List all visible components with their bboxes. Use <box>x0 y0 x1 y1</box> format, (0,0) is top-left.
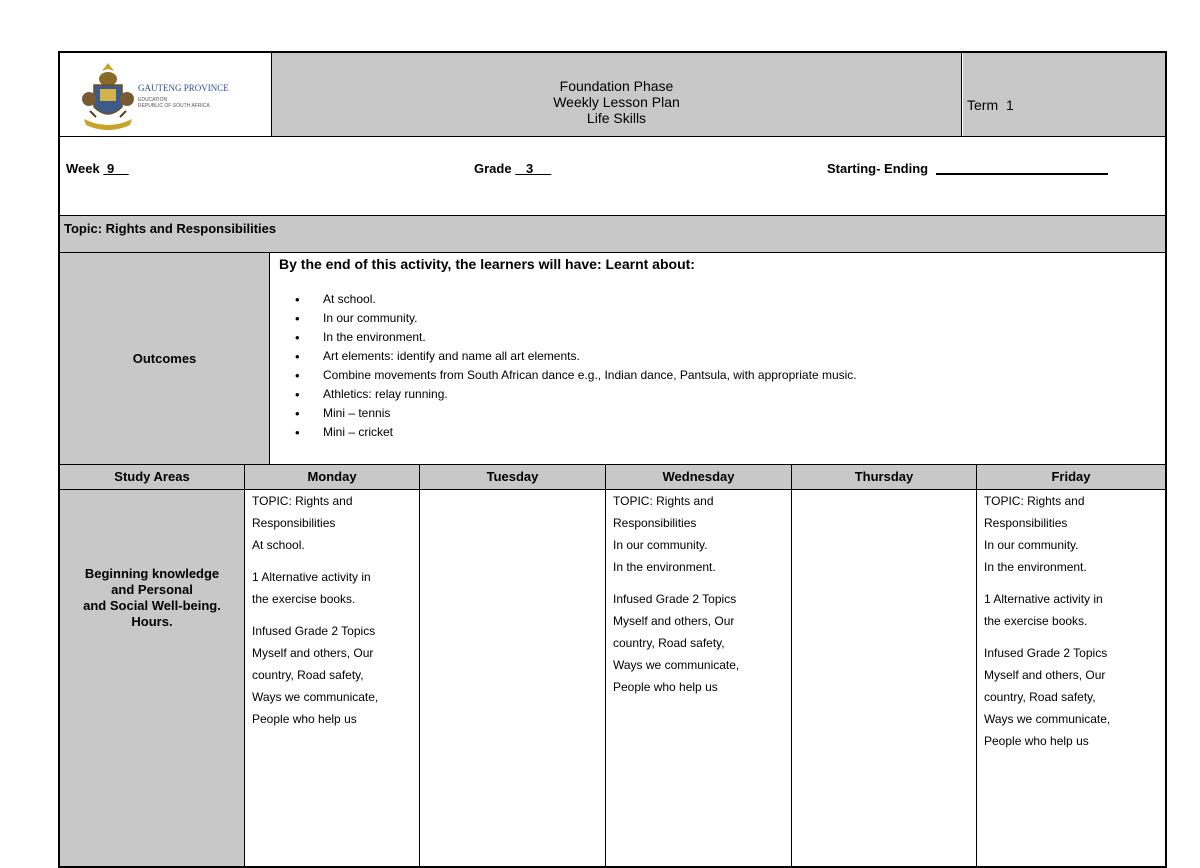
column-friday <box>976 465 1165 866</box>
topic-row <box>60 215 1165 252</box>
study-area-label: Beginning knowledge and Personal and Social Well-being. Hours. <box>60 490 244 866</box>
week-field <box>66 161 129 176</box>
term-cell <box>963 53 1165 136</box>
outcome-item: • In our community. <box>309 309 1165 328</box>
column-study-areas <box>60 465 244 866</box>
title-line-3: Life Skills <box>586 110 647 126</box>
logo-cell <box>60 53 271 136</box>
title-line-1: Foundation Phase <box>559 78 674 94</box>
column-tuesday <box>419 465 605 866</box>
grade-field <box>474 161 551 176</box>
thursday-cell <box>792 490 976 790</box>
header-tuesday: Tuesday <box>420 465 605 490</box>
column-thursday <box>791 465 976 866</box>
column-wednesday <box>605 465 791 866</box>
outcomes-label: Outcomes <box>60 253 270 464</box>
week-value: 9 <box>106 161 115 176</box>
wednesday-cell: TOPIC: Rights and Responsibilities In our community. In the environment. Infused Grade 2 Topics Myself and others, Our country, Road safety, Ways we communicate, People who help us <box>613 494 740 694</box>
header-study-areas: Study Areas <box>60 465 244 490</box>
title-line-2: Weekly Lesson Plan <box>553 94 680 110</box>
outcome-item: • Combine movements from South African dance e.g., Indian dance, Pantsula, with appropriate music. <box>309 366 1165 385</box>
grade-label: Grade <box>474 161 512 176</box>
outcomes-lead: By the end of this activity, the learners will have: Learnt about: <box>279 256 695 272</box>
outcomes-list <box>279 290 1165 442</box>
friday-cell: TOPIC: Rights and Responsibilities In our community. In the environment. 1 Alternative activity in the exercise books. Infused Grade 2 Topics Myself and others, Our country, Road safety, Ways we communicate, People who help us <box>984 494 1111 748</box>
term-label: Term <box>967 97 999 113</box>
outcome-item: • Art elements: identify and name all art elements. <box>309 347 1165 366</box>
date-range-blank <box>936 173 1108 175</box>
plan-title <box>271 53 962 136</box>
weekly-schedule-grid <box>60 464 1165 868</box>
tuesday-cell <box>420 490 605 790</box>
date-range-field <box>827 161 1108 176</box>
column-monday <box>244 465 419 866</box>
outcome-item: • At school. <box>309 290 1165 309</box>
header-monday: Monday <box>245 465 419 490</box>
header-friday: Friday <box>977 465 1165 490</box>
date-range-label: Starting- Ending <box>827 161 929 176</box>
monday-cell: TOPIC: Rights and Responsibilities At school. 1 Alternative activity in the exercise books. Infused Grade 2 Topics Myself and others, Our country, Road safety, Ways we communicate, People who help us <box>252 494 379 726</box>
lesson-plan-table <box>58 51 1167 868</box>
logo-subtitle: EDUCATION REPUBLIC OF SOUTH AFRICA <box>138 97 210 109</box>
header-row <box>60 51 1165 136</box>
outcomes-row <box>60 252 1165 464</box>
header-wednesday: Wednesday <box>606 465 791 490</box>
week-label: Week <box>66 161 100 176</box>
outcomes-body <box>279 256 1165 442</box>
topic-text: Topic: Rights and Responsibilities <box>64 221 277 236</box>
term-value: 1 <box>1006 97 1014 113</box>
outcome-item: • Mini – tennis <box>309 404 1165 423</box>
header-thursday: Thursday <box>792 465 976 490</box>
grade-value: 3 <box>526 161 534 176</box>
outcome-item: • Athletics: relay running. <box>309 385 1165 404</box>
coat-of-arms-icon <box>80 59 136 133</box>
outcome-item: • In the environment. <box>309 328 1165 347</box>
week-row <box>60 136 1165 215</box>
outcome-item: • Mini – cricket <box>309 423 1165 442</box>
logo-title: GAUTENG PROVINCE <box>138 83 229 93</box>
